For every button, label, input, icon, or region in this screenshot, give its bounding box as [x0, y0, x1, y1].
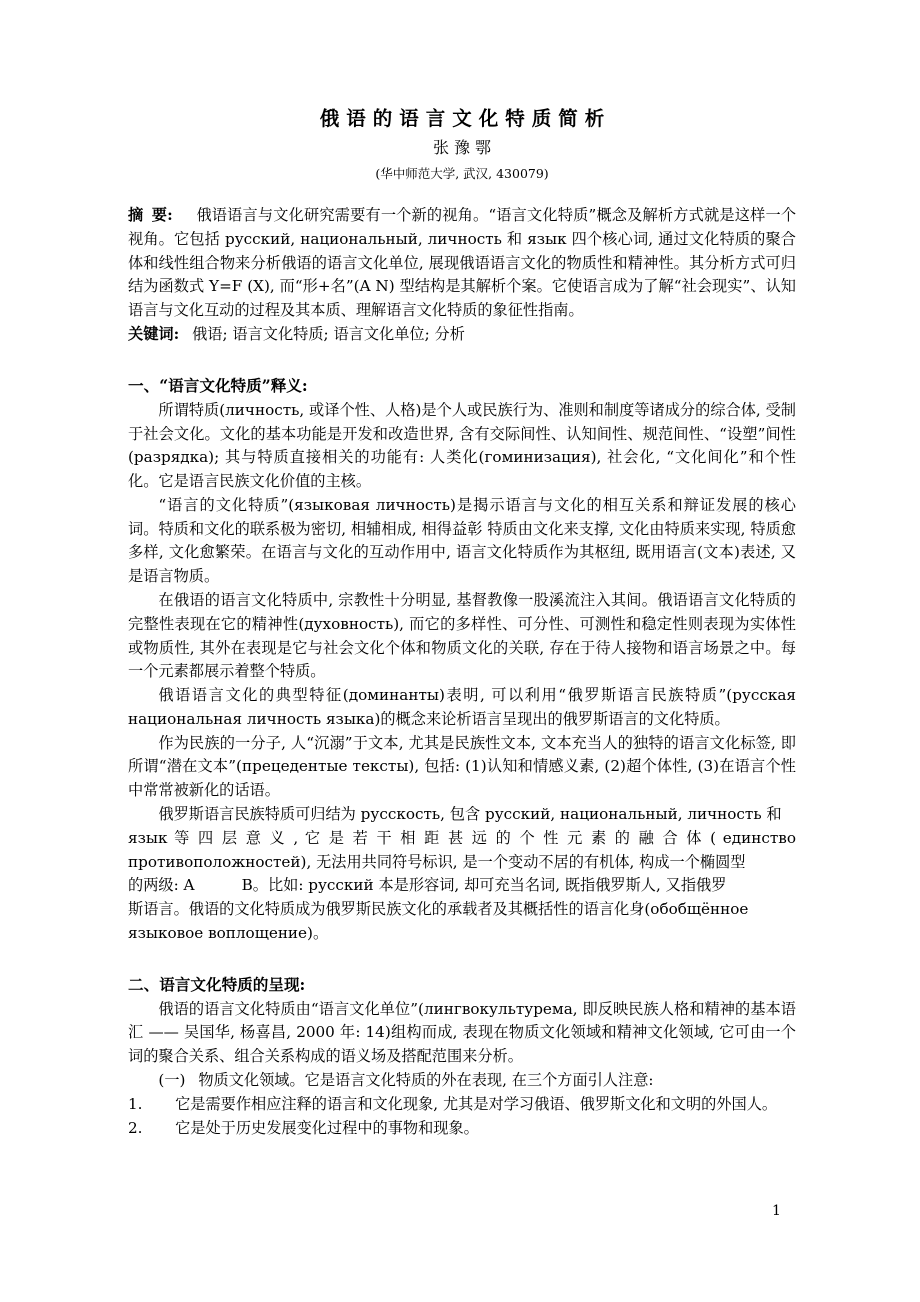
abstract-label: [128, 206, 173, 224]
author-name: 张豫鄂: [432, 138, 496, 158]
abstract-paragraph: [128, 204, 796, 323]
section1-paragraph-3: 在俄语的语言文化特质中, 宗教性十分明显, 基督教像一股溪流注入其间。俄语语言文化特质的完整性表现在它的精神性(духовность), 而它的多样性、可分性、可测性和稳定性则表现为实体性或物质性, 其外在表现是它与社会文化个体和物质文化的关联, 存在于待人接物和语言场景之中。每一个元素都展示着整个特质。: [128, 590, 796, 681]
spacer: [128, 184, 796, 204]
section1-paragraph-4: 俄语语言文化的典型特征(доминанты)表明, 可以利用“俄罗斯语言民族特质”(русская национальная личность языка)的概念来论析语言呈现出的俄罗斯语言的文化特质。: [128, 686, 796, 728]
list-item: [128, 1093, 796, 1117]
section-heading-1: 一、“语言文化特质”释义:: [128, 375, 308, 395]
subsection-text: 物质文化领域。它是语言文化特质的外在表现, 在三个方面引人注意:: [198, 1070, 654, 1089]
subsection-marker: (一): [158, 1070, 186, 1089]
abstract-text: 俄语语言与文化研究需要有一个新的视角。“语言文化特质”概念及解析方式就是这样一个视角。它包括 русский, национальный, личность 和 язык 四个核心词, 通过文化特质的聚合体和线性组合物来分析俄语的语言文化单位, 展现俄语语言文化的物质性和精神性。其分析方式可归结为函数式 Y=F (X), 而“形+名”(A N) 型结构是其解析个案。它使语言成为了解“社会现实”、认知语言与文化互动的过程及其本质、理解语言文化特质的象征性指南。: [128, 206, 797, 320]
page-title: 俄语的语言文化特质简析: [319, 107, 612, 130]
section1-paragraph-6-line-6: языковое воплощение)。: [128, 923, 329, 942]
subsection-list: [128, 1093, 796, 1141]
section1-ellipse-poles-b: B。比如: русский 本是形容词, 却可充当名词, 既指俄罗斯人, 又指俄罗: [241, 876, 727, 895]
list-item-text: 它是处于历史发展变化过程中的事物和现象。: [175, 1118, 479, 1137]
document-content: [128, 104, 796, 1140]
author-affiliation: (华中师范大学, 武汉, 430079): [375, 165, 549, 181]
section1-paragraph-6-line-1: 俄罗斯语言民族特质可归结为 русскость, 包含 русский, национальный, личность 和: [158, 805, 782, 823]
section1-paragraph-6-line-4: [128, 874, 796, 898]
list-item-number: 1.: [128, 1094, 143, 1113]
section1-paragraph-6-line-5: 斯语言。俄语的文化特质成为俄罗斯民族文化的承载者及其概括性的语言化身(обобщённое: [128, 900, 749, 919]
spacer: [128, 946, 796, 973]
section1-paragraph-5: 作为民族的一分子, 人“沉溺”于文本, 尤其是民族性文本, 文本充当人的独特的语言文化标签, 即所谓“潜在文本”(прецедентые тексты), 包括: (1)认知和情感义素, (2)超个体性, (3)在语言个性中常常被新化的话语。: [128, 733, 796, 800]
section1-paragraph-6-line-3: противоположностей), 无法用共同符号标识, 是一个变动不居的有机体, 构成一个椭圆型: [128, 852, 746, 871]
keywords-text: 俄语; 语言文化特质; 语言文化单位; 分析: [192, 325, 465, 343]
section-heading-2: 二、语言文化特质的呈现:: [128, 974, 306, 994]
section1-paragraph-1: 所谓特质(личность, 或译个性、人格)是个人或民族行为、准则和制度等诸成分的综合体, 受制于社会文化。文化的基本功能是开发和改造世界, 含有交际间性、认知间性、规范间性、“设塑”间性(разрядка); 其与特质直接相关的功能有: 人类化(гоминизация), 社会化, “文化间化”和个性化。它是语言民族文化价值的主核。: [128, 400, 796, 491]
keywords-paragraph: [128, 323, 796, 347]
list-item: [128, 1117, 796, 1141]
page-number: 1: [772, 1203, 781, 1219]
section1-paragraph-2: “语言的文化特质”(языковая личность)是揭示语言与文化的相互关系和辩证发展的核心词。特质和文化的联系极为密切, 相辅相成, 相得益彰 特质由文化来支撑, 文化由特质来实现, 特质愈多样, 文化愈繁荣。在语言与文化的互动作用中, 语言文化特质作为其枢纽, 既用语言(文本)表述, 又是语言物质。: [128, 495, 796, 586]
section1-paragraph-6-line-2: язык 等 四 层 意 义 , 它 是 若 干 相 距 甚 远 的 个 性 元 素 的 融 合 体 ( единство: [128, 828, 796, 847]
section2-paragraph-1: 俄语的语言文化特质由“语言文化单位”(лингвокультурема, 即反映民族人格和精神的基本语汇 —— 吴国华, 杨喜昌, 2000 年: 14)组构而成, 表现在物质文化领域和精神文化领域, 它可由一个词的聚合关系、组合关系构成的语义场及搭配范围来分析。: [128, 999, 796, 1066]
list-item-text: 它是需要作相应注释的语言和文化现象, 尤其是对学习俄语、俄罗斯文化和文明的外国人。: [175, 1094, 778, 1113]
keywords-label: 关键词:: [128, 325, 180, 343]
section1-ellipse-poles-a: 的两级: A: [128, 876, 195, 895]
section2-subsection-intro: [128, 1069, 796, 1093]
abstract-label-char1: 摘: [128, 206, 152, 225]
list-item-number: 2.: [128, 1118, 143, 1137]
spacer: [128, 347, 796, 374]
abstract-label-char2: 要:: [151, 206, 173, 225]
